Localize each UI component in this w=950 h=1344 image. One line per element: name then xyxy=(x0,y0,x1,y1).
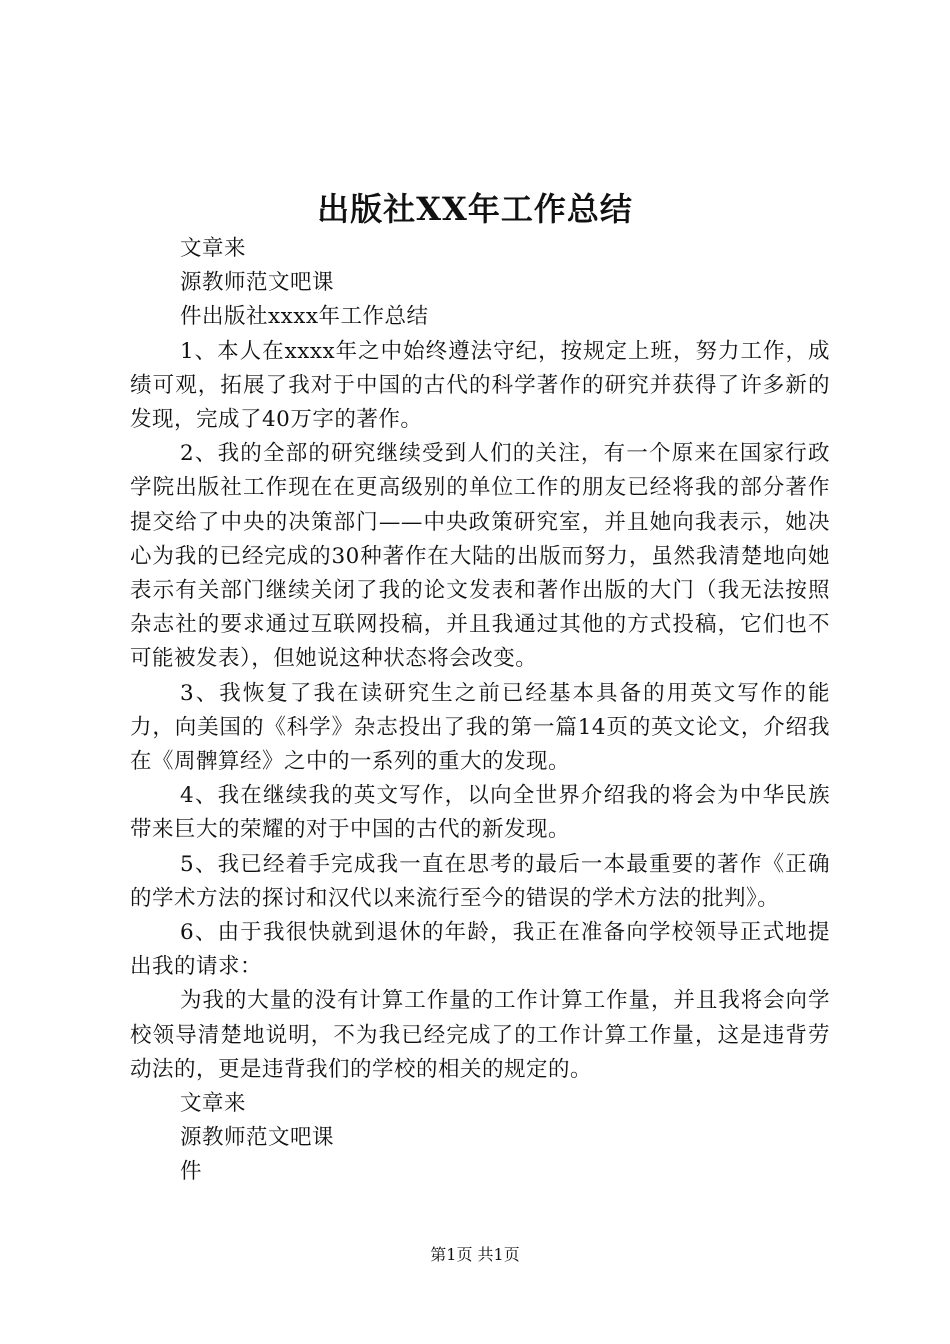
paragraph-source-line-3: 件出版社xxxx年工作总结 xyxy=(180,304,429,330)
paragraph-source-line-4: 文章来 xyxy=(180,1091,247,1117)
paragraph-item-4: 4、我在继续我的英文写作，以向全世界介绍我的将会为中华民族带来巨大的荣耀的对于中国的古代的新发现。 xyxy=(130,783,830,843)
page-footer: 第1页 共1页 xyxy=(430,1245,520,1264)
paragraph-item-2: 2、我的全部的研究继续受到人们的关注，有一个原来在国家行政学院出版社工作现在在更高级别的单位工作的朋友已经将我的部分著作提交给了中央的决策部门——中央政策研究室，并且她向我表示，她决心为我的已经完成的30种著作在大陆的出版而努力，虽然我清楚地向她表示有关部门继续关闭了我的论文发表和著作出版的大门（我无法按照杂志社的要求通过互联网投稿，并且我通过其他的方式投稿，它们也不可能被发表），但她说这种状态将会改变。 xyxy=(130,441,830,672)
paragraph-source-line-2: 源教师范文吧课 xyxy=(180,270,335,296)
paragraph-source-line-6: 件 xyxy=(180,1159,203,1185)
paragraph-source-line-1: 文章来 xyxy=(180,236,247,261)
paragraph-request: 为我的大量的没有计算工作量的工作计算工作量，并且我将会向学校领导清楚地说明，不为我已经完成了的工作计算工作量，这是违背劳动法的，更是违背我们的学校的相关的规定的。 xyxy=(130,988,830,1082)
paragraph-item-3: 3、我恢复了我在读研究生之前已经基本具备的用英文写作的能力，向美国的《科学》杂志投出了我的第一篇14页的英文论文，介绍我在《周髀算经》之中的一系列的重大的发现。 xyxy=(130,680,830,775)
paragraph-item-6: 6、由于我很快就到退休的年龄，我正在准备向学校领导正式地提出我的请求： xyxy=(130,920,830,980)
document-title: 出版社XX年工作总结 xyxy=(317,190,633,228)
paragraph-source-line-5: 源教师范文吧课 xyxy=(180,1125,335,1151)
document-body xyxy=(130,232,830,1190)
paragraph-item-1: 1、本人在xxxx年之中始终遵法守纪，按规定上班，努力工作，成绩可观，拓展了我对于中国的古代的科学著作的研究并获得了许多新的发现，完成了40万字的著作。 xyxy=(130,338,830,433)
paragraph-item-5: 5、我已经着手完成我一直在思考的最后一本最重要的著作《正确的学术方法的探讨和汉代以来流行至今的错误的学术方法的批判》。 xyxy=(130,851,830,911)
